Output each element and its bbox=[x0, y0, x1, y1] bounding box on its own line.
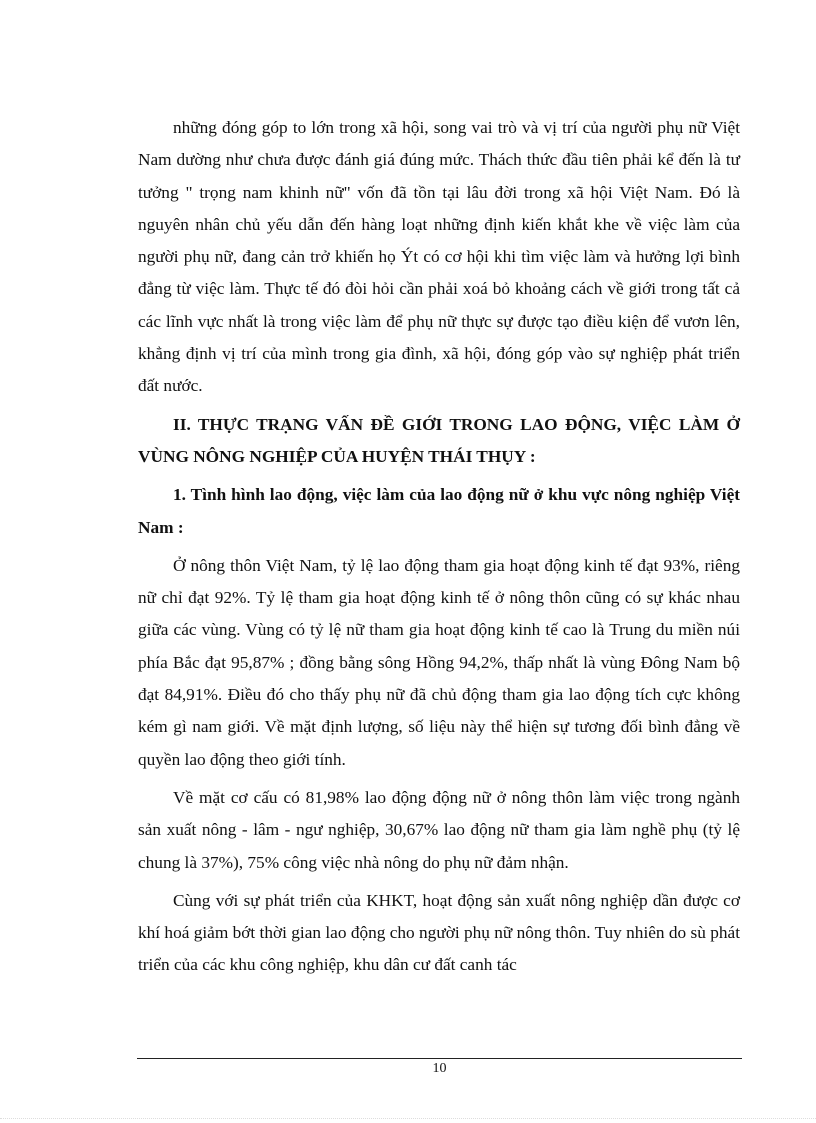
section-heading: II. THỰC TRẠNG VẤN ĐỀ GIỚI TRONG LAO ĐỘNG, VIỆC LÀM Ở VÙNG NÔNG NGHIỆP CỦA HUYỆN THÁI THỤY : bbox=[138, 414, 740, 466]
paragraph-intro: những đóng góp to lớn trong xã hội, song vai trò và vị trí của người phụ nữ Việt Nam dường như chưa được đánh giá đúng mức. Thách thức đầu tiên phải kể đến là tư tưởng " trọng nam khinh nữ" vốn đã tồn tại lâu đời trong xã hội Việt Nam. Đó là nguyên nhân chủ yếu dẫn đến hàng loạt những định kiến khắt khe về việc làm của người phụ nữ, đang cản trở khiến họ Ýt có cơ hội khi tìm việc làm và hưởng lợi bình đẳng từ việc làm. Thực tế đó đòi hỏi cần phải xoá bỏ khoảng cách về giới trong tất cả các lĩnh vực nhất là trong việc làm để phụ nữ thực sự được tạo điều kiện để vươn lên, khẳng định vị trí của mình trong gia đình, xã hội, đóng góp vào sự nghiệp phát triển đất nước. bbox=[138, 118, 740, 396]
subsection-heading: 1. Tình hình lao động, việc làm của lao động nữ ở khu vực nông nghiệp Việt Nam : bbox=[138, 485, 740, 537]
page-number: 10 bbox=[432, 1061, 447, 1076]
paragraph-participation-rates: Ở nông thôn Việt Nam, tỷ lệ lao động tham gia hoạt động kinh tế đạt 93%, riêng nữ chỉ đạt 92%. Tỷ lệ tham gia hoạt động kinh tế ở nông thôn cũng có sự khác nhau giữa các vùng. Vùng có tỷ lệ nữ tham gia hoạt động kinh tế cao là Trung du miền núi phía Bắc đạt 95,87% ; đồng bằng sông Hồng 94,2%, thấp nhất là vùng Đông Nam bộ đạt 84,91%. Điều đó cho thấy phụ nữ đã chủ động tham gia lao động tích cực không kém gì nam giới. Về mặt định lượng, số liệu này thể hiện sự tương đối bình đẳng về quyền lao động theo giới tính. bbox=[138, 555, 740, 769]
page-body bbox=[138, 112, 740, 982]
paragraph-labor-structure: Về mặt cơ cấu có 81,98% lao động động nữ ở nông thôn làm việc trong ngành sản xuất nông - lâm - ngư nghiệp, 30,67% lao động nữ tham gia làm nghề phụ (tỷ lệ chung là 37%), 75% công việc nhà nông do phụ nữ đảm nhận. bbox=[138, 787, 740, 872]
footer-divider bbox=[137, 1058, 742, 1059]
page-bottom-edge bbox=[0, 1118, 816, 1119]
paragraph-mechanization: Cùng với sự phát triển của KHKT, hoạt động sản xuất nông nghiệp dần được cơ khí hoá giảm bớt thời gian lao động cho người phụ nữ nông thôn. Tuy nhiên do sù phát triển của các khu công nghiệp, khu dân cư đất canh tác bbox=[138, 890, 740, 975]
